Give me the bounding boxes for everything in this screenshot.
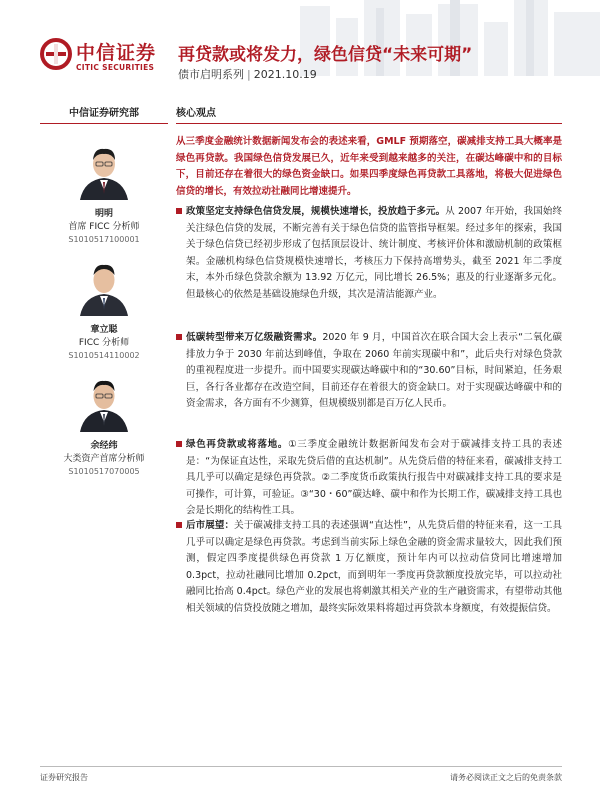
- paragraph-lead: 低碳转型带来万亿级融资需求。: [186, 332, 323, 343]
- analyst-license-id: S1010517100001: [68, 235, 140, 244]
- series-name: 债市启明系列: [178, 68, 244, 81]
- analyst-card: [40, 256, 168, 360]
- logo-english-text: CITIC SECURITIES: [76, 63, 155, 72]
- summary-paragraph: 从三季度金融统计数据新闻发布会的表述来看，GMLF 预期落空，碳减排支持工具大概率是绿色再贷款。我国绿色信贷发展已久，近年来受到越来越多的关注，在碳达峰碳中和的目标下，目前还存在着很大的绿色资金缺口。如果四季度绿色再贷款工具落地，将极大促进绿色信贷的增长，有效拉动社融同比增速提升。: [176, 136, 562, 197]
- body-paragraph: [176, 330, 562, 413]
- analyst-photo-avatar: [74, 140, 134, 200]
- report-title: 再贷款或将发力，绿色信贷“未来可期”: [178, 45, 473, 65]
- paragraph-body: 2020 年 9 月，中国首次在联合国大会上表示“二氧化碳排放力争于 2030 年前达到峰值，争取在 2060 年前实现碳中和”，此后央行对绿色贷款的重视程度进一步提升。而中国要实现碳达峰碳中和的“30.60”目标，时间紧迫，任务艰巨，各行各业都存在改造空间，目前还存在着很大的资金缺口。对于实现碳达峰碳中和的资金需求，各方面有不少测算，但规模级别都是百万亿人民币。: [186, 332, 562, 409]
- body-paragraph: [176, 518, 562, 617]
- footer-report-type: 证券研究报告: [40, 773, 88, 782]
- analyst-photo-avatar: [74, 372, 134, 432]
- analyst-role: FICC 分析师: [78, 338, 130, 348]
- analyst-card: [40, 140, 168, 244]
- analyst-card: [40, 372, 168, 476]
- red-square-bullet-icon: [176, 441, 182, 447]
- analyst-role: 首席 FICC 分析师: [68, 222, 140, 232]
- research-dept-heading: 中信证券研究部: [40, 104, 168, 124]
- paragraph-body: 关于碳减排支持工具的表述强调“直达性”，从先贷后借的特征来看，这一工具几乎可以确定是绿色再贷款。考虑到当前实际上绿色金融的资金需求量较大，因此我们预测，假定四季度提供绿色再贷款 1 万亿额度，预计年内可以拉动信贷同比增速增加 0.3pct，拉动社融同比增加 0.2pct，而到明年一季度再贷款额度投放完毕，可以拉动社融同比抬高 0.4pct。绿色产业的发展也将刺激其相关产业的生产融资需求，有望带动其他相关领域的信贷投放随之增加，最终实际效果料将超过再贷款本身额度，有效提振信贷。: [186, 520, 562, 614]
- citic-logo: [40, 36, 170, 80]
- red-square-bullet-icon: [176, 522, 182, 528]
- paragraph-body: 从 2007 年开始，我国始终关注绿色信贷的发展，不断完善有关于绿色信贷的监管指导框架。经过多年的探索，我国关于绿色信贷已经初步形成了包括顶层设计、统计制度、考核评价体和激励机制的政策框架。金融机构绿色信贷规模快速增长，考核压力下保持高增势头，截至 2021 年二季度末，本外币绿色贷款余额为 13.92 万亿元，同比增长 26.5%；惠及的行业逐渐多元化。但最核心的依然是基础设施绿色升级，其次是清洁能源产业。: [186, 206, 562, 300]
- report-subtitle: [178, 66, 317, 82]
- analyst-name: 章立聪: [90, 325, 118, 335]
- footer-disclaimer-note: 请务必阅读正文之后的免责条款: [450, 773, 562, 782]
- page-header: [0, 0, 600, 100]
- body-paragraph: [176, 204, 562, 303]
- paragraph-body: ①三季度金融统计数据新闻发布会对于碳减排支持工具的表述是：“为保证直达性，采取先贷后借的直达机制”。从先贷后借的特征来看，碳减排支持工具几乎可以确定是绿色再贷款。②二季度货币政策执行报告中对碳减排支持工具的要求是可操作，可计算，可验证。③“30・60”碳达峰、碳中和作为长期工作，碳减排支持工具也会是长期化的结构性工具。: [186, 439, 562, 516]
- paragraph-lead: 政策坚定支持绿色信贷发展，规模快速增长，投放趋于多元。: [186, 206, 446, 217]
- logo-chinese-text: 中信证券: [76, 42, 157, 64]
- main-content: [176, 104, 562, 614]
- analyst-license-id: S1010517070005: [68, 467, 140, 476]
- analyst-sidebar: [40, 104, 168, 476]
- core-views-heading: 核心观点: [176, 104, 562, 124]
- footer-divider: [40, 766, 562, 767]
- report-date: 2021.10.19: [253, 68, 317, 81]
- citic-logo-icon: [40, 38, 72, 70]
- red-square-bullet-icon: [176, 334, 182, 340]
- red-square-bullet-icon: [176, 208, 182, 214]
- analyst-name: 余经纬: [90, 441, 118, 451]
- analyst-license-id: S1010514110002: [68, 351, 140, 360]
- paragraph-lead: 后市展望：: [186, 520, 235, 531]
- subtitle-separator: |: [247, 68, 251, 81]
- analyst-photo-avatar: [74, 256, 134, 316]
- body-paragraph: [176, 437, 562, 520]
- paragraph-lead: 绿色再贷款或将落地。: [186, 439, 289, 450]
- analyst-role: 大类资产首席分析师: [63, 454, 145, 464]
- analyst-name: 明明: [94, 209, 113, 219]
